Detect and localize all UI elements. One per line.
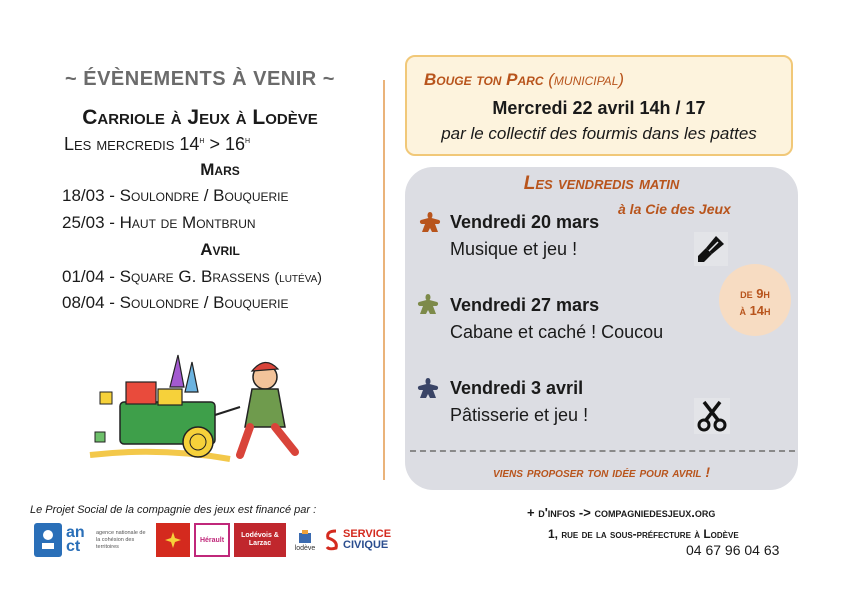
vendredi-date: Vendredi 27 mars — [450, 295, 600, 315]
caf-logo — [34, 523, 62, 557]
info-website-link[interactable]: + d'infos -> compagniedesjeux.org — [527, 505, 716, 520]
bouge-ton-parc-organizer: par le collectif des fourmis dans les pattes — [441, 124, 757, 143]
column-divider — [383, 80, 385, 480]
funding-statement: Le Projet Social de la compagnie des jeux est financé par : — [30, 504, 317, 516]
meeple-icon — [416, 292, 440, 316]
occitanie-cross-icon — [164, 531, 182, 549]
month-avril: Avril — [200, 240, 240, 259]
lodevois-larzac-logo: Lodévois & Larzac — [234, 523, 286, 557]
service-civique-logo: SERVICE CIVIQUE — [324, 523, 410, 557]
vendredi-date: Vendredi 20 mars — [450, 212, 600, 232]
lodeve-icon — [297, 529, 313, 545]
vendredi-activity: Pâtisserie et jeu ! — [450, 405, 589, 425]
vendredi-activity: Musique et jeu ! — [450, 239, 578, 259]
hours-text: de 9h à 14h — [739, 286, 771, 318]
herault-logo: Hérault — [194, 523, 230, 557]
phone-number: 04 67 96 04 63 — [686, 542, 780, 558]
dashed-separator — [410, 450, 795, 452]
date-line: 08/04 - Soulondre / Bouquerie — [62, 293, 289, 312]
cart-illustration — [80, 347, 320, 472]
vendredis-title: Les vendredis matin — [523, 173, 680, 194]
meeple-icon — [416, 376, 440, 400]
address: 1, rue de la sous-préfecture à Lodève — [548, 527, 739, 541]
carriole-title: Carriole à Jeux à Lodève — [82, 106, 318, 129]
caf-icon — [38, 527, 58, 553]
vendredis-place: à la Cie des Jeux — [618, 201, 731, 217]
events-heading: ~ ÉVÈNEMENTS À VENIR ~ — [65, 68, 335, 90]
bouge-ton-parc-date: Mercredi 22 avril 14h / 17 — [492, 98, 706, 118]
paintbrush-icon — [694, 232, 728, 266]
date-line: 18/03 - Soulondre / Bouquerie — [62, 186, 289, 205]
bouge-ton-parc-title: Bouge ton Parc (municipal) — [424, 70, 625, 89]
propose-idea-callout: viens proposer ton idée pour avril ! — [492, 464, 711, 480]
lodeve-logo: lodève — [290, 523, 320, 557]
date-line: 25/03 - Haut de Montbrun — [62, 213, 256, 232]
vendredi-date: Vendredi 3 avril — [450, 378, 584, 398]
date-line: 01/04 - Square G. Brassens (lutéva) — [62, 267, 322, 286]
mercredis-schedule: Les mercredis $14^h > 16^h$ — [64, 134, 251, 154]
month-mars: Mars — [200, 160, 240, 179]
vendredi-activity: Cabane et caché ! Coucou — [450, 322, 664, 342]
scissors-icon — [694, 398, 730, 434]
meeple-icon — [418, 210, 442, 234]
occitanie-logo — [156, 523, 190, 557]
service-civique-icon — [324, 528, 340, 552]
anct-logo: an ct agence nationale de la cohésion des territoires — [66, 524, 146, 555]
